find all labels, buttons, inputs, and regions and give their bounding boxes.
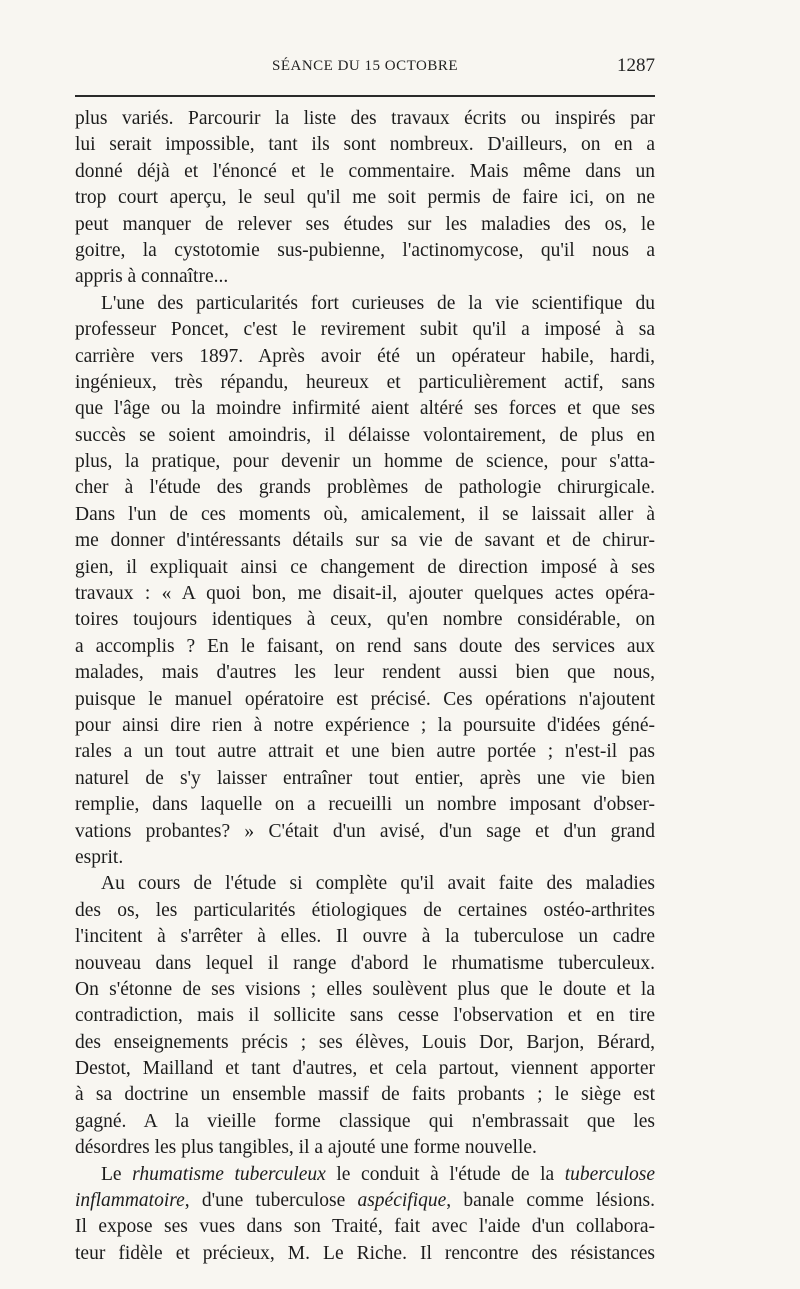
header-rule xyxy=(75,95,655,97)
running-title: SÉANCE DU 15 OCTOBRE xyxy=(272,58,458,74)
text-line: remplie, dans laquelle on a recueilli un nombre imposant d'obser- xyxy=(75,794,655,816)
text-line: que l'âge ou la moindre infirmité aient altéré ses forces et que ses xyxy=(75,398,655,420)
text-line: gagné. A la vieille forme classique qui n'embrassait que les xyxy=(75,1110,655,1132)
text-line: Le rhumatisme tuberculeux le conduit à l'étude de la tuberculose xyxy=(101,1163,655,1185)
text-line: On s'étonne de ses visions ; elles soulèvent plus que le doute et la xyxy=(75,978,655,1000)
text-line: désordres les plus tangibles, il a ajouté une forme nouvelle. xyxy=(75,1137,537,1159)
text-line: plus, la pratique, pour devenir un homme de science, pour s'atta- xyxy=(75,451,655,473)
text-line: naturel de s'y laisser entraîner tout entier, après une vie bien xyxy=(75,767,655,789)
body-text xyxy=(75,106,655,1267)
text-line: malades, mais d'autres les leur rendent aussi bien que nous, xyxy=(75,662,655,684)
text-line: donné déjà et l'énoncé et le commentaire. Mais même dans un xyxy=(75,160,655,182)
page-number: 1287 xyxy=(617,55,655,76)
text-line: à sa doctrine un ensemble massif de faits probants ; le siège est xyxy=(75,1084,655,1106)
text-line: carrière vers 1897. Après avoir été un opérateur habile, hardi, xyxy=(75,345,655,367)
text-line: Destot, Mailland et tant d'autres, et cela partout, viennent apporter xyxy=(75,1058,655,1080)
text-line: me donner d'intéressants détails sur sa vie de savant et de chirur- xyxy=(75,530,655,552)
text-line: esprit. xyxy=(75,846,124,868)
text-line: Dans l'un de ces moments où, amicalement, il se laissait aller à xyxy=(75,503,655,525)
text-line: vations probantes? » C'était d'un avisé, d'un sage et d'un grand xyxy=(75,820,655,842)
text-line: trop court aperçu, le seul qu'il me soit permis de faire ici, on ne xyxy=(75,187,655,209)
text-line: l'incitent à s'arrêter à elles. Il ouvre à la tuberculose un cadre xyxy=(75,926,655,948)
text-line: teur fidèle et précieux, M. Le Riche. Il rencontre des résistances xyxy=(75,1242,655,1264)
text-line: ingénieux, très répandu, heureux et particulièrement actif, sans xyxy=(75,371,655,393)
text-line: toires toujours identiques à ceux, qu'en nombre considérable, on xyxy=(75,609,655,631)
text-line: pour ainsi dire rien à notre expérience ; la poursuite d'idées géné- xyxy=(75,714,655,736)
running-header xyxy=(75,55,655,80)
text-line: L'une des particularités fort curieuses de la vie scientifique du xyxy=(101,292,655,314)
text-line: des os, les particularités étiologiques de certaines ostéo-arthrites xyxy=(75,899,655,921)
text-line: peut manquer de relever ses études sur les maladies des os, le xyxy=(75,213,655,235)
text-line: appris à connaître... xyxy=(75,266,229,288)
text-line: travaux : « A quoi bon, me disait-il, ajouter quelques actes opéra- xyxy=(75,583,655,605)
text-line: puisque le manuel opératoire est précisé. Ces opérations n'ajoutent xyxy=(75,688,655,710)
text-line: a accomplis ? En le faisant, on rend sans doute des services aux xyxy=(75,635,655,657)
text-line: contradiction, mais il sollicite sans cesse l'observation et en tire xyxy=(75,1005,655,1027)
text-line: Il expose ses vues dans son Traité, fait avec l'aide d'un collabora- xyxy=(75,1216,655,1238)
text-line: des enseignements précis ; ses élèves, Louis Dor, Barjon, Bérard, xyxy=(75,1031,655,1053)
text-line: lui serait impossible, tant ils sont nombreux. D'ailleurs, on en a xyxy=(75,134,655,156)
text-line: nouveau dans lequel il range d'abord le rhumatisme tuberculeux. xyxy=(75,952,655,974)
text-line: professeur Poncet, c'est le revirement subit qu'il a imposé à sa xyxy=(75,319,655,341)
text-line: succès se soient amoindris, il délaisse volontairement, de plus en xyxy=(75,424,655,446)
text-line: gien, il expliquait ainsi ce changement de direction imposé à ses xyxy=(75,556,655,578)
text-line: inflammatoire, d'une tuberculose aspécifique, banale comme lésions. xyxy=(75,1190,655,1212)
text-line: cher à l'étude des grands problèmes de pathologie chirurgicale. xyxy=(75,477,655,499)
text-line: Au cours de l'étude si complète qu'il avait faite des maladies xyxy=(101,873,655,895)
text-line: goitre, la cystotomie sus-pubienne, l'actinomycose, qu'il nous a xyxy=(75,239,655,261)
text-line: plus variés. Parcourir la liste des travaux écrits ou inspirés par xyxy=(75,108,655,129)
text-line: rales a un tout autre attrait et une bien autre portée ; n'est-il pas xyxy=(75,741,655,763)
